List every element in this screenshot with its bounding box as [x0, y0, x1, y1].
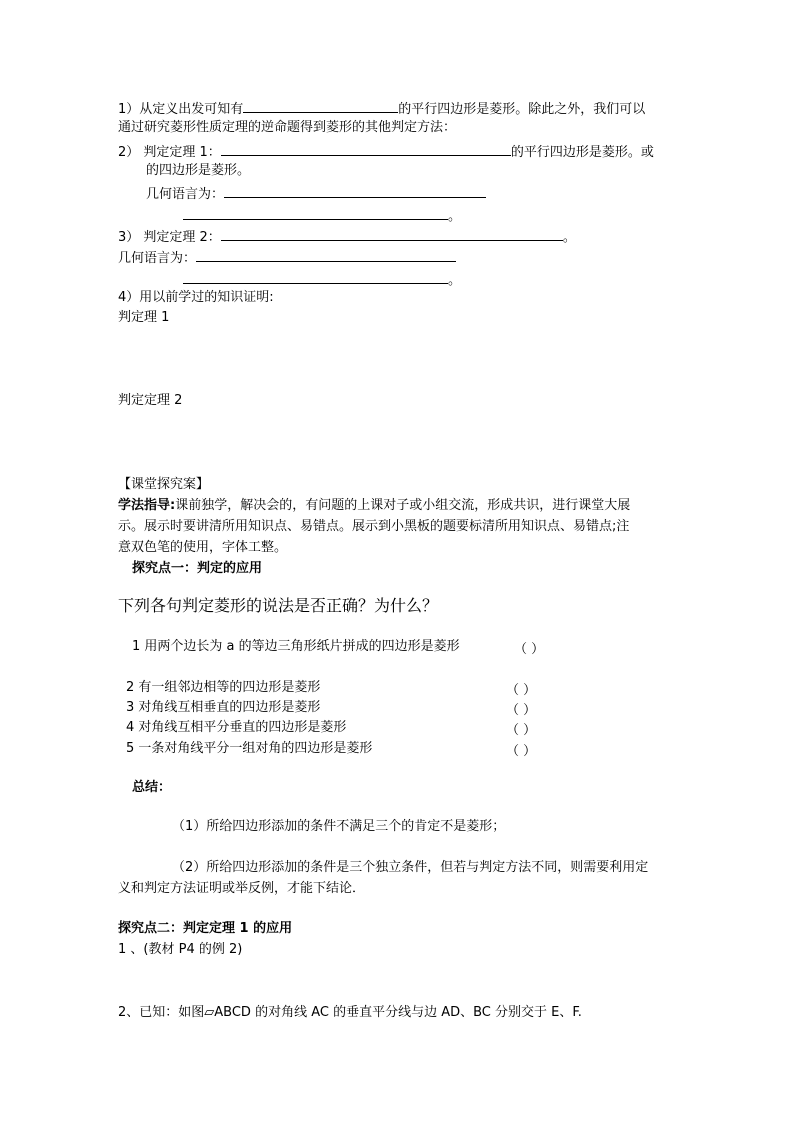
list-item: 3 对角线互相垂直的四边形是菱形	[126, 700, 321, 715]
s2-line1	[118, 141, 654, 162]
s4-theorem2: 判定定理 2	[118, 393, 183, 408]
s2-geo-blank2[interactable]	[183, 205, 448, 220]
s3-geo2	[183, 269, 461, 290]
s2-line2: 的四边形是菱形。	[146, 163, 251, 178]
explore-heading: 【课堂探究案】	[118, 477, 210, 492]
s3-line1	[118, 226, 576, 247]
s1-line1	[118, 98, 645, 119]
s2-suffix: 的平行四边形是菱形。或	[510, 145, 654, 160]
s3-end2: 。	[448, 273, 462, 288]
guide-line1	[118, 497, 630, 515]
question-1: 1 、(教材 P4 的例 2)	[118, 942, 243, 957]
p2-title: 探究点二：判定定理 1 的应用	[118, 921, 293, 936]
list-item: 4 对角线互相平分垂直的四边形是菱形	[126, 720, 347, 735]
summary2-line2: 义和判定方法证明或举反例，才能下结论．	[118, 881, 366, 896]
s2-geo	[146, 183, 486, 204]
s3-prefix: 3） 判定定理 2：	[118, 230, 221, 245]
answer-paren[interactable]: （ ）	[514, 642, 545, 657]
summary2-line1: （2）所给四边形添加的条件是三个独立条件，但若与判定方法不同，则需要利用定	[172, 860, 649, 875]
s4-theorem1: 判定理 1	[118, 310, 170, 325]
s2-end: 。	[448, 209, 462, 224]
answer-paren[interactable]: （ ）	[506, 744, 537, 759]
s3-geo	[118, 247, 456, 268]
summary-label: 总结：	[132, 780, 172, 795]
s1-suffix: 的平行四边形是菱形。除此之外，我们可以	[398, 102, 646, 117]
s2-geo-label: 几何语言为：	[146, 187, 225, 202]
s3-geo-blank2[interactable]	[183, 269, 448, 284]
guide-line3: 意双色笔的使用，字体工整。	[118, 540, 288, 555]
s2-geo2	[183, 205, 461, 226]
s1-blank[interactable]	[243, 98, 398, 113]
list-item: 2 有一组邻边相等的四边形是菱形	[126, 680, 321, 695]
list-item: 5 一条对角线平分一组对角的四边形是菱形	[126, 741, 373, 756]
list-item: 1 用两个边长为 a 的等边三角形纸片拼成的四边形是菱形	[132, 639, 460, 654]
p1-title: 探究点一：判定的应用	[132, 561, 263, 576]
answer-paren[interactable]: （ ）	[506, 703, 537, 718]
s3-end: 。	[562, 230, 576, 245]
s1-prefix: 1）从定义出发可知有	[118, 102, 244, 117]
s3-blank1[interactable]	[221, 226, 563, 241]
answer-paren[interactable]: （ ）	[506, 683, 537, 698]
guide-line2: 示。展示时要讲清所用知识点、易错点。展示到小黑板的题要标清所用知识点、易错点;注	[118, 519, 630, 534]
s1-line2: 通过研究菱形性质定理的逆命题得到菱形的其他判定方法：	[118, 120, 457, 135]
question-2: 2、已知：如图▱ABCD 的对角线 AC 的垂直平分线与边 AD、BC 分别交于 E、F.	[118, 1005, 582, 1020]
s2-blank1[interactable]	[221, 141, 511, 156]
guide-label: 学法指导:	[118, 498, 176, 513]
answer-paren[interactable]: （ ）	[506, 723, 537, 738]
question: 下列各句判定菱形的说法是否正确？为什么？	[118, 596, 439, 615]
guide-text1: 课前独学，解决会的，有问题的上课对子或小组交流，形成共识，进行课堂大展	[175, 498, 631, 513]
s4-title: 4）用以前学过的知识证明:	[118, 290, 274, 305]
summary1: （1）所给四边形添加的条件不满足三个的肯定不是菱形；	[172, 819, 506, 834]
s2-geo-blank1[interactable]	[224, 183, 486, 198]
s3-geo-blank1[interactable]	[196, 247, 456, 262]
s2-prefix: 2） 判定定理 1：	[118, 145, 221, 160]
s3-geo-label: 几何语言为：	[118, 251, 197, 266]
